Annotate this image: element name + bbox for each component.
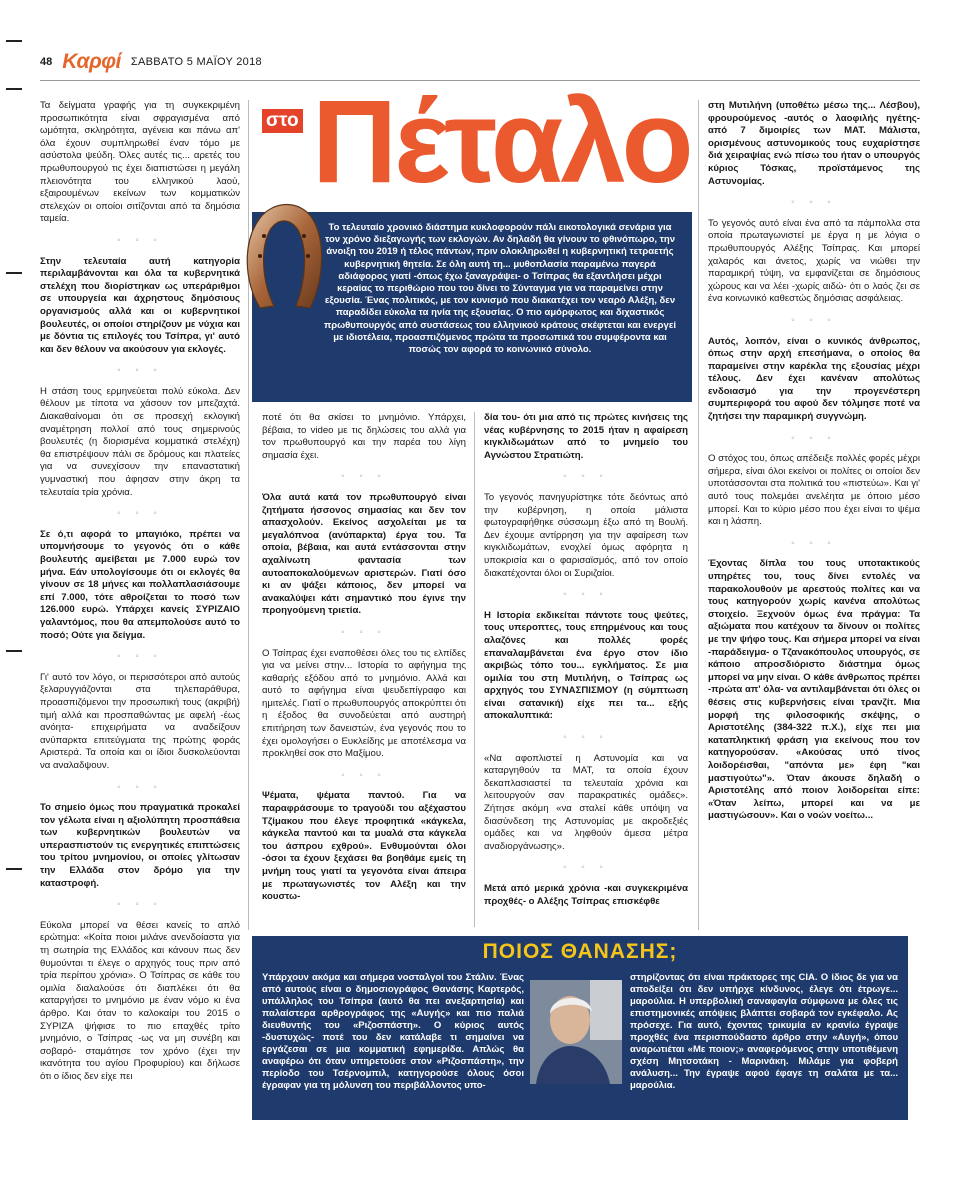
column-divider [474, 412, 475, 927]
article-paragraph: Η στάση τους ερμηνεύεται πολύ εύκολα. Δεν θέλουν με τίποτα να χάσουν τον μπεζαχτά. Διακαθαίνομαι ότι σε προσεχή εκλογική αναμέτρηση πολλοί από τους σημερινούς βουλευτές (η διορισμένα κομματικά στελέχη) θα επιστρέψουν πάλι σε δρόμους και πλατείες για να συνεχίσουν την επαναστατική γυμναστική που άφησαν στην άκρη τα τελευταία τρία χρόνια. [40, 385, 240, 498]
article-paragraph: Γι' αυτό τον λόγο, οι περισσότεροι από αυτούς ξελαρυγγιάζονται στα τηλεπαράθυρα, προασπιζόμενοι την προσωπική τους (ακριβή) τιμή αλλά και προσπαθώντας με αφελή -έως ανόητα- επιχειρήματα να αναδείξουν ανύπαρκτα επιτεύγματα της πρώτης φοράς Αριστερά. Τα οποία και οι ίδιοι δυσκολεύονται να αναλαδψουν. [40, 671, 240, 771]
article-paragraph: Το γεγονός πανηγυρίστηκε τότε δεόντως από την κυβέρνηση, η οποία μάλιστα φωτογραφήθηκε σύσσωμη έξω από τη Βουλή. Δεν έχουμε αντίρρηση για την αφαίρεση των κιγκλιδωμάτων, ενοχλεί όμως αφόρητα η υποκρισία και ο φαρισαϊσμός, από τον οποίο διακατέχονται όλοι οι Συριζαίοι. [484, 491, 688, 579]
issue-date: ΣΑΒΒΑΤΟ 5 ΜΑΪΟΥ 2018 [130, 56, 262, 68]
sidebar-title: ΠΟΙΟΣ ΘΑΝΑΣΗΣ; [482, 940, 678, 963]
title-main: Πέταλο [312, 76, 691, 208]
article-column-2 [262, 412, 466, 927]
paragraph-separator: ◦ ◦ ◦ [341, 471, 387, 483]
paragraph-separator: ◦ ◦ ◦ [791, 197, 837, 209]
article-column-3 [484, 412, 688, 927]
article-paragraph: Στην τελευταία αυτή κατηγορία περιλαμβάνονται και όλα τα κυβερνητικά στελέχη που διορίστηκαν ως υπεράριθμοι σε υπουργεία και άχρηστους δημόσιους οργανισμούς αλλά και οι κυβερνητικοί βουλευτές, οι οποίοι στηρίζουν με νύχια και με δόντια τις επιλογές του Τσίπρα, γι' αυτό και δεν θέλουν να ακούσουν για εκλογές. [40, 255, 240, 355]
column-divider [698, 100, 699, 930]
article-paragraph: ποτέ ότι θα σκίσει το μνημόνιο. Υπάρχει, βέβαια, το video με τις δηλώσεις του αλλά για τον πρωθυπουργό και την παρέα του λίγη σημασία έχει. [262, 412, 466, 461]
newspaper-logo: Καρφί [62, 50, 121, 73]
paragraph-separator: ◦ ◦ ◦ [117, 508, 163, 520]
article-paragraph: Ο στόχος του, όπως απέδειξε πολλές φορές μέχρι σήμερα, είναι όλοι εκείνοι οι πολίτες οι οποίοι δεν υποτάσσονται στα πολιτικά του «πιστεύω». Και γι' αυτό τους πολεμάει ανελέητα με όποιο μέσο μπορεί. Και το κύριο μέσο που έχει είναι το ψέμα και η λάσπη. [708, 453, 920, 528]
sidebar-text-right: στηρίζοντας ότι είναι πράκτορες της CIA. Ο ίδιος δε για να αποδείξει ότι δεν υπήρχε κίνδυνος, έλεγε ότι έτρωγε... μαρούλια. Η υπερβολική σαναφαγία σύμφωνα με όλες τις επιστημονικές απόψεις βλάπτει σοβαρά τον εγκέφαλο. Ας πρόσεχε. Για αυτό, έχοντας τρικυμία εν κρανίω έγραψε προχθές ένα περισπούδαστο άρθρο στην «Αυγή», όπου αναρωτιέται «Με ποιον;» αναφερόμενος στην υποτιθέμενη σχέση Μητσοτάκη - Μαρινάκη. Μιλάμε για φοβερή ανάλυση... Την έγραψε αφού έφαγε τη σαλάτα με τα... μαρούλια. [630, 972, 898, 1091]
article-paragraph: Τα δείγματα γραφής για τη συγκεκριμένη προσωπικότητα είναι σφραγισμένα από ωμότητα, σκληρότητα, αγένεια και πάνω απ' όλα έχουν συμπληρωθεί έναν τόμο με ασύστολα ψεύδη. Όλες αυτές τις... αρετές του πρωθυπουργού τις έχει διαπιστώσει η μεγάλη πλειονότητα του ελληνικού λαού, εξαιρουμένων εκείνων των κομματικών στελεχών οι οποίοι σιτίζονται από τα δημόσια ταμεία. [40, 100, 240, 225]
paragraph-separator: ◦ ◦ ◦ [563, 589, 609, 601]
title-prefix: στο [262, 109, 303, 133]
paragraph-separator: ◦ ◦ ◦ [341, 626, 387, 638]
horseshoe-icon [240, 196, 330, 316]
article-paragraph: Έχοντας δίπλα του τους υποτακτικούς υπηρέτες του, τους δίνει εντολές να παρακολουθούν με αρεστούς πολίτες και να τους κατηγορούν χωρίς κανένα απολύτως στοιχείο. Ξεχνούν όμως ένα πράγμα: Τα αξιώματα που κατέχουν τα δίνουν οι πολίτες με την ψήφο τους. Και σήμερα μπορεί να είναι -παράδειγμα- ο Τζανακόπουλος υπουργός, σε κάποιο απροσδιόριστο διάστημα όμως μπορεί να μην είναι. Ο κάθε άνθρωπος πρέπει -πρώτα απ' όλα- να αντιλαμβάνεται ότι όλες οι θέσεις στις κυβερνήσεις είναι τρανζίτ. Μια μορφή της φιλοσοφικής σκέψης, ο Αριστοτέλης (384-322 π.Χ.), είχε πει μια καταπληκτική φράση για εκείνους που τον κατηγορούσαν. «Ακούσας υπό τίνος λοιδορέισθαι, "απόντα με» έφη "και μαστιγούτω"». Όταν άκουσε δηλαδή ο Αριστοτέλης από ποιον λοιδορείται είπε: «Όταν λείπω, μπορεί και να με μαστιγώσουν». Και ο νοών νοείτω... [708, 558, 920, 822]
article-paragraph: στη Μυτιλήνη (υποθέτω μέσω της... Λέσβου), φρουρούμενος -αυτός ο λαοφιλής ηγέτης- από 7 διμοιρίες των ΜΑΤ. Μάλιστα, ορισμένους αστυνομικούς τους ευχαρίστησε διά χειραψίας ενώ πίσω του ήταν ο υπουργός κύριος Τόσκας, προϊστάμενος της Αστυνομίας. [708, 100, 920, 187]
paragraph-separator: ◦ ◦ ◦ [117, 651, 163, 663]
sidebar-text-left: Υπάρχουν ακόμα και σήμερα νοσταλγοί του Στάλιν. Ένας από αυτούς είναι ο δημοσιογράφος Θανάσης Καρτερός, υπάλληλος του Τσίπρα (αυτό θα πει ανεξαρτησία) και παλαίστερα αρθρογράφος της «Αυγής» και πιο παλιά διευθυντής του «Ριζοσπάστη». Ο κύριος αυτός -δυστυχώς- ποτέ του δεν κατάλαβε τι σημαίνει να εργάζεσαι σε μια κομματική εφημερίδα. Απλώς θα αναφέρω ότι όταν υπηρετούσε στον «Ριζοσπάστη», την περίοδο του Τσέρνομπιλ, κατηγορούσε όλους όσοι έγραφαν για τη μόλυνση του περιβάλλοντος υπο- [262, 972, 524, 1091]
lead-text: Το τελευταίο χρονικό διάστημα κυκλοφορούν πάλι εικοτολογικά σενάρια για τον χρόνο διεξαγωγής των εκλογών. Αν δηλαδή θα γίνουν το φθινόπωρο, την άνοιξη του 2019 ή τέλος πάντων, πριν ολοκληρωθεί η κυβερνητική τετραετής κυβερνητική θητεία. Σε όλη αυτή τη... μυθοπλασία παραμένω παγερά αδιάφορος γιατί -όπως έχω ξαναγράψει- ο Τσίπρας θα εξαντλήσει μέχρι κεραίας το περιθώριο που του δίνει το Σύνταγμα για να παραμείνει στην εξουσία. Ένας πολιτικός, με τον κυνισμό που διακατέχει τον νεαρό Αλέξη, δεν παραδίδει εύκολα τα ηνία της εξουσίας. Ο πιο αμόρφωτος και διχαστικός πρωθυπουργός από συστάσεως του ελληνικού κράτους σκέφτεται και ενεργεί με ιδιοτέλεια, προασπιζόμενος πρώτα τα προσωπικά του συμφέροντα και ποσώς τον αφορά το κοινωνικό σύνολο. [323, 222, 676, 356]
paragraph-separator: ◦ ◦ ◦ [791, 537, 837, 549]
article-paragraph: Αυτός, λοιπόν, είναι ο κυνικός άνθρωπος, όπως στην αρχή επεσήμανα, ο οποίος θα παραμείνει στην καρέκλα της εξουσίας μέχρι τέλους. Δεν έχει κανέναν απολύτως ενδοιασμό για την προγενέστερη συμπεριφορά του αφού δεν τόλμησε ποτέ να ζητήσει την παραμικρή συγγνώμη. [708, 335, 920, 423]
article-column-1 [40, 100, 240, 1130]
article-column-4 [708, 100, 920, 926]
paragraph-separator: ◦ ◦ ◦ [117, 781, 163, 793]
paragraph-separator: ◦ ◦ ◦ [563, 471, 609, 483]
paragraph-separator: ◦ ◦ ◦ [563, 862, 609, 874]
page-header [40, 50, 920, 74]
page-number: 48 [40, 56, 53, 68]
paragraph-separator: ◦ ◦ ◦ [117, 365, 163, 377]
paragraph-separator: ◦ ◦ ◦ [117, 234, 163, 246]
paragraph-separator: ◦ ◦ ◦ [563, 732, 609, 744]
article-paragraph: Η Ιστορία εκδικείται πάντοτε τους ψεύτες, τους υπεροπτες, τους επηρμένους και τους αλαζόνες και πολλές φορές επαναλαμβάνεται ένα έργο στον ίδιο ακριβώς τόπο του... εγκλήματος. Σε μια ομιλία του στη Μυτιλήνη, ο Τσίπρας ως αρχηγός του ΣΥΝΑΣΠΙΣΜΟΥ (η σύμπτωση είναι σατανική) είχε πει τα... εξής αποκαλυπτικά: [484, 609, 688, 722]
article-paragraph: Ψέματα, ψέματα παντού. Για να παραφράσουμε το τραγούδι του αξέχαστου Τζίμακου που έλεγε προφητικά «κάγκελα, κάγκελα παντού και τα μυαλά στα κάγκελα του άσπρου εχθρού». Ενθυμούνται όλοι -όσοι τα έχουν ξεχάσει θα βοηθάμε εμείς τη μνήμη τους γιατί τα γεγονότα είναι άπειρα με πρωταγωνιστές τον Αλέξη και την κουστω- [262, 790, 466, 903]
paragraph-separator: ◦ ◦ ◦ [117, 899, 163, 911]
article-paragraph: Εύκολα μπορεί να θέσει κανείς το απλό ερώτημα: «Κοίτα ποιοι μιλάνε ανενδοίαστα για τη σωτηρία της Ελλάδος και κάνουν πως δεν θυμούνται τι έλεγε ο αρχηγός τους πριν από τρία περίπου χρόνια». Ο Τσίπρας σε κάθε του ομιλία διαλαλούσε ότι διαπλέκει ότι θα καταργήσει το μνημόνιο με έναν νόμο κι ένα άρθρο. Και όταν το καλοκαίρι του 2015 ο ΣΥΡΙΖΑ ψήφισε το πιο επαχθές τρίτο μνημόνιο, ο Τσίπρας -ως να μη συνέβη και σοβαρό- σταμάτησε τον χρόνο (έχει την ικανότητα του αγίου Προφυρίου) και δήλωσε ότι ο ίδιος δεν είχε πει [40, 919, 240, 1082]
article-paragraph: δία του- ότι μια από τις πρώτες κινήσεις της νέας κυβέρνησης το 2015 ήταν η αφαίρεση κιγκλιδωμάτων από το μνημείο του Αγνώστου Στρατιώτη. [484, 412, 688, 461]
portrait-photo [530, 980, 622, 1084]
sidebar-box [252, 936, 908, 1120]
paragraph-separator: ◦ ◦ ◦ [791, 432, 837, 444]
article-paragraph: Ο Τσίπρας έχει εναποθέσει όλες του τις ελπίδες για να μείνει στην... Ιστορία το αφήγημα της καθαρής εξόδου από το μνημόνιο. Αλλά και αυτό το αφήγημα είναι ψευδεπίγραφο και ημιτελές. Γιατί ο πρωθυπουργός αποκρύπτει ότι η έξοδος θα συνοδεύεται από αυστηρή επιτήρηση των δανειστών, ένα γεγονός που το έχει ομολογήσει ο Ευκλείδης με αποτέλεσμα να προκληθεί σοκ στο Μαξίμου. [262, 647, 466, 760]
article-paragraph: Το γεγονός αυτό είναι ένα από τα πάμπολλα στα οποία πρωταγωνιστεί με έργα η με λόγια ο πρωθυπουργός Αλέξης Τσίπρας. Και μπορεί χαλαρός και άνετος, χωρίς να νιώθει την παραμικρή τύψη, να εμφανίζεται σε δημόσιους χώρους και να λέει -χωρίς αιδώ- ότι ο λαός ζει σε ένα κοινωνικό καθεστώς δημόσιας ασφάλειας. [708, 217, 920, 305]
paragraph-separator: ◦ ◦ ◦ [341, 769, 387, 781]
article-paragraph: Το σημείο όμως που πραγματικά προκαλεί τον γέλωτα είναι η αξιολύπητη προσπάθεια των κυβερνητικών βουλευτών να υπερασπιστούν τις ενεργητικές επιπτώσεις του τρίτου μνημονίου, οι οποίες γλίτωσαν την Ελλάδα στον δρόμο για την καταστροφή. [40, 802, 240, 889]
article-title [252, 76, 692, 208]
article-paragraph: Σε ό,τι αφορά το μπαγιόκο, πρέπει να υπομνήσουμε το γεγονός ότι ο κάθε βουλευτής αμείβεται με 7.000 ευρώ τον μήνα. Εάν υπολογίσουμε ότι οι εκλογές θα γίνουν σε 18 μήνες και πολλαπλασιάσουμε επί 7.000, τότε αθροίζεται το ποσό των 126.000 ευρώ. Υπάρχει κανείς ΣΥΡΙΖΑΙΟ γαλαντόμος, που θα απεμπολούσε αυτό το ποσό; Ούτε για δείγμα. [40, 528, 240, 641]
paragraph-separator: ◦ ◦ ◦ [791, 314, 837, 326]
article-paragraph: «Να αφοπλιστεί η Αστυνομία και να καταργηθούν τα ΜΑΤ, τα οποία έχουν δεκαπλασιαστεί τα τελευταία χρόνια και λειτουργούν σαν παρακρατικές ομάδες». Ζήτησε ακόμη «να σταλεί κάθε υπόψη να διασύνδεση της Αστυνομίας με ακροδεξιές ομάδες και να ληφθούν άμεσα μέτρα αναδιοργάνωσης». [484, 752, 688, 852]
article-paragraph: Όλα αυτά κατά τον πρωθυπουργό είναι ζητήματα ήσσονος σημασίας και δεν τον απασχολούν. Εκείνος ασχολείται με τα μεγαλόπνοα (ανύπαρκτα) έργα του. Τα οποία, βέβαια, και αυτά εντάσσονται στην αχαλίνωτη φαντασία των αυτοαποκαλούμενων αριστερών. Γιατί όσο κι αν ψάξει κάποιος, δεν μπορεί να ανακαλύψει κάτι σημαντικό που έγινε την προηγούμενη τριετία. [262, 491, 466, 617]
article-paragraph: Μετά από μερικά χρόνια -και συγκεκριμένα προχθές- ο Αλέξης Τσίπρας επισκέφθε [484, 883, 688, 907]
